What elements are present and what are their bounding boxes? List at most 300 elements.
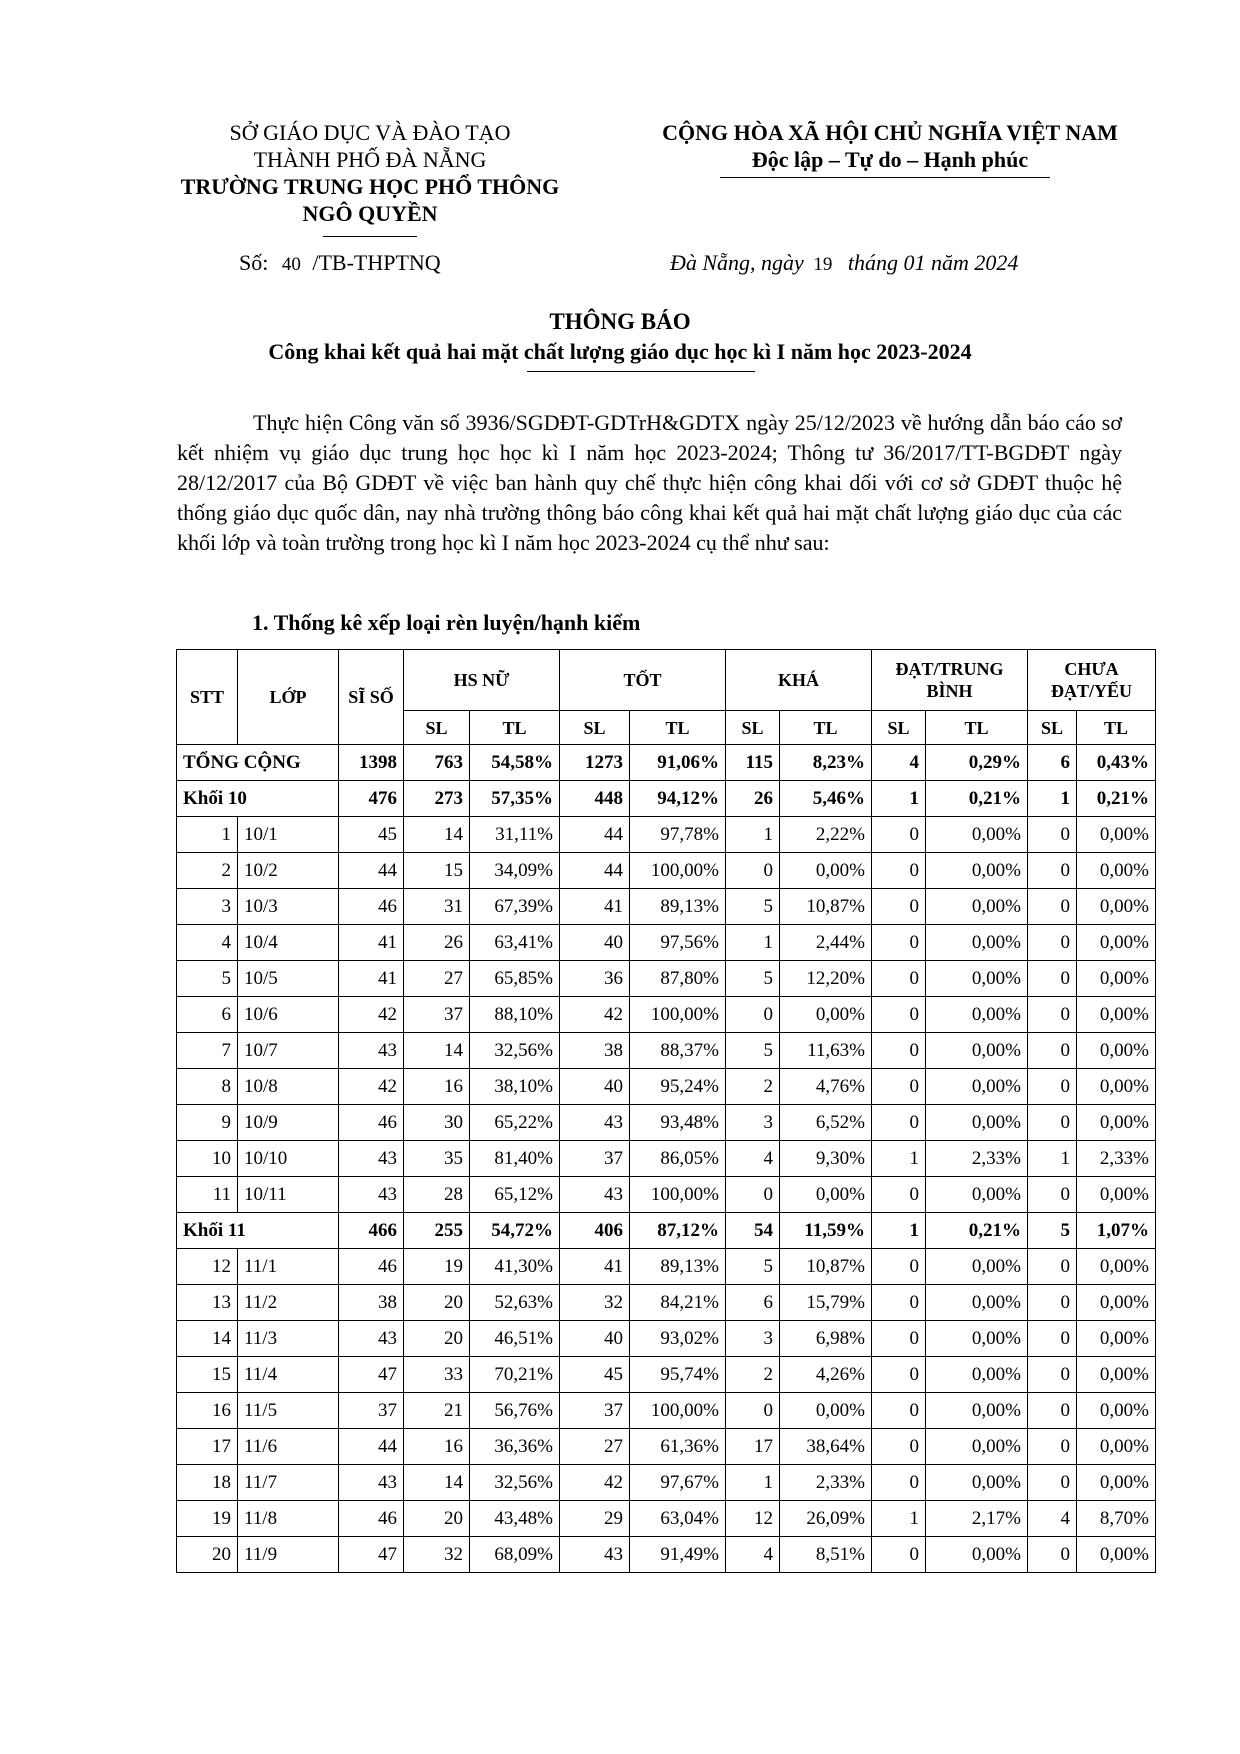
table-cell: 0 (872, 1465, 926, 1501)
table-cell: 36,36% (470, 1429, 560, 1465)
table-cell: 0,00% (780, 997, 872, 1033)
header-tl: TL (630, 711, 726, 745)
table-cell: 8 (177, 1069, 238, 1105)
table-cell: 0,00% (1077, 925, 1156, 961)
table-cell: 45 (339, 817, 404, 853)
table-cell: 43 (339, 1321, 404, 1357)
table-cell: 5 (726, 1249, 780, 1285)
table-cell: 63,41% (470, 925, 560, 961)
table-cell: 0 (1028, 1537, 1077, 1573)
table-cell: 6,98% (780, 1321, 872, 1357)
ref-suffix: /TB-THPTNQ (312, 250, 441, 275)
table-cell: 16 (177, 1393, 238, 1429)
table-cell: 46 (339, 889, 404, 925)
table-cell: 11,63% (780, 1033, 872, 1069)
table-cell: 15 (404, 853, 470, 889)
ref-prefix: Số: (239, 250, 269, 275)
table-cell: 0 (872, 1177, 926, 1213)
table-cell: 44 (560, 817, 630, 853)
table-cell: 97,56% (630, 925, 726, 961)
table-cell: 406 (560, 1213, 630, 1249)
table-cell: 0,00% (1077, 1537, 1156, 1573)
table-cell: 19 (404, 1249, 470, 1285)
header-sl: SL (560, 711, 630, 745)
table-cell: 100,00% (630, 997, 726, 1033)
table-cell: 81,40% (470, 1141, 560, 1177)
body-text-content: Thực hiện Công văn số 3936/SGDĐT-GDTrH&GDTX ngày 25/12/2023 về hướng dẫn báo cáo sơ kết nhiệm vụ giáo dục trung học học kì I năm học 2023-2024; Thông tư 36/2017/TT-BGDĐT ngày 28/12/2017 của Bộ GDĐT về việc ban hành quy chế thực hiện công khai dối với cơ sở GDĐT thuộc hệ thống giáo dục quốc dân, nay nhà trường thông báo công khai kết quả hai mặt chất lượng giáo dục của các khối lớp và toàn trường trong học kì I năm học 2023-2024 cụ thể như sau: (177, 410, 1122, 555)
header-tl: TL (1077, 711, 1156, 745)
summary-label-cell: Khối 11 (177, 1213, 339, 1249)
table-cell: 18 (177, 1465, 238, 1501)
table-cell: 0,21% (1077, 781, 1156, 817)
table-cell: 95,74% (630, 1357, 726, 1393)
table-cell: 5 (726, 889, 780, 925)
table-cell: 0,00% (1077, 1321, 1156, 1357)
table-cell: 46 (339, 1105, 404, 1141)
date-day: 19 (813, 254, 833, 275)
table-cell: 0 (872, 997, 926, 1033)
table-cell: 37 (404, 997, 470, 1033)
country-name: CỘNG HÒA XÃ HỘI CHỦ NGHĨA VIỆT NAM (662, 120, 1118, 145)
table-cell: 0 (872, 1069, 926, 1105)
table-cell: 67,39% (470, 889, 560, 925)
header-female-students: HS NỮ (404, 650, 560, 711)
table-cell: 4 (177, 925, 238, 961)
table-cell: 2,33% (1077, 1141, 1156, 1177)
table-cell: 0,00% (926, 1393, 1028, 1429)
table-cell: 91,49% (630, 1537, 726, 1573)
header-fair: KHÁ (726, 650, 872, 711)
table-cell: 0 (1028, 1033, 1077, 1069)
table-cell: 38,64% (780, 1429, 872, 1465)
table-cell: 4 (1028, 1501, 1077, 1537)
summary-label-cell: TỔNG CỘNG (177, 745, 339, 781)
table-cell: 20 (404, 1501, 470, 1537)
table-cell: 0,00% (1077, 1249, 1156, 1285)
table-cell: 115 (726, 745, 780, 781)
table-cell: 88,37% (630, 1033, 726, 1069)
table-cell: 43 (339, 1465, 404, 1501)
class-name-cell: 10/9 (238, 1105, 339, 1141)
table-row (177, 1537, 1156, 1573)
table-cell: 0 (726, 997, 780, 1033)
table-row (177, 1105, 1156, 1141)
table-cell: 65,22% (470, 1105, 560, 1141)
table-cell: 4 (872, 745, 926, 781)
table-cell: 0 (872, 1537, 926, 1573)
table-cell: 26 (726, 781, 780, 817)
table-cell: 0,00% (1077, 1033, 1156, 1069)
table-cell: 6 (726, 1285, 780, 1321)
header-sl: SL (872, 711, 926, 745)
left-header-underline (323, 236, 417, 237)
table-cell: 0 (1028, 1177, 1077, 1213)
table-cell: 15,79% (780, 1285, 872, 1321)
table-cell: 63,04% (630, 1501, 726, 1537)
table-cell: 2,33% (926, 1141, 1028, 1177)
table-cell: 17 (726, 1429, 780, 1465)
table-cell: 0 (1028, 1285, 1077, 1321)
table-cell: 0 (872, 1285, 926, 1321)
header-sl: SL (404, 711, 470, 745)
table-row (177, 997, 1156, 1033)
table-cell: 94,12% (630, 781, 726, 817)
table-cell: 15 (177, 1357, 238, 1393)
table-row (177, 817, 1156, 853)
table-cell: 0,00% (1077, 853, 1156, 889)
table-summary-row (177, 1213, 1156, 1249)
table-cell: 32 (404, 1537, 470, 1573)
table-cell: 5 (177, 961, 238, 997)
class-name-cell: 10/5 (238, 961, 339, 997)
table-cell: 93,48% (630, 1105, 726, 1141)
table-cell: 0 (872, 1429, 926, 1465)
section-heading: 1. Thống kê xếp loại rèn luyện/hạnh kiểm (252, 610, 641, 635)
table-cell: 54 (726, 1213, 780, 1249)
table-cell: 0,00% (780, 1393, 872, 1429)
table-cell: 2 (177, 853, 238, 889)
table-cell: 31 (404, 889, 470, 925)
header-stt: STT (177, 650, 238, 745)
table-row (177, 1177, 1156, 1213)
table-row (177, 1321, 1156, 1357)
table-cell: 5 (726, 961, 780, 997)
table-cell: 100,00% (630, 1177, 726, 1213)
table-cell: 4,26% (780, 1357, 872, 1393)
table-cell: 0,00% (926, 1105, 1028, 1141)
table-cell: 37 (560, 1141, 630, 1177)
table-cell: 0,00% (926, 1429, 1028, 1465)
table-cell: 47 (339, 1357, 404, 1393)
table-cell: 89,13% (630, 1249, 726, 1285)
table-cell: 10,87% (780, 889, 872, 925)
table-cell: 46 (339, 1501, 404, 1537)
table-cell: 0 (872, 925, 926, 961)
table-cell: 65,12% (470, 1177, 560, 1213)
document-subtitle: Công khai kết quả hai mặt chất lượng giáo dục học kì I năm học 2023-2024 (268, 339, 972, 364)
table-cell: 0,00% (926, 1033, 1028, 1069)
table-cell: 3 (177, 889, 238, 925)
table-cell: 38,10% (470, 1069, 560, 1105)
table-cell: 1 (872, 781, 926, 817)
header-good: TỐT (560, 650, 726, 711)
table-cell: 33 (404, 1357, 470, 1393)
class-name-cell: 11/9 (238, 1537, 339, 1573)
table-cell: 9 (177, 1105, 238, 1141)
conduct-statistics-table (176, 649, 1156, 1573)
table-cell: 0,00% (1077, 1465, 1156, 1501)
table-body (177, 745, 1156, 1573)
class-name-cell: 10/10 (238, 1141, 339, 1177)
body-paragraph (177, 408, 1122, 558)
table-cell: 0 (1028, 817, 1077, 853)
table-cell: 0,00% (926, 961, 1028, 997)
table-cell: 8,23% (780, 745, 872, 781)
table-cell: 40 (560, 925, 630, 961)
class-name-cell: 11/8 (238, 1501, 339, 1537)
table-cell: 14 (177, 1321, 238, 1357)
header-tl: TL (470, 711, 560, 745)
table-cell: 1 (1028, 781, 1077, 817)
table-cell: 29 (560, 1501, 630, 1537)
table-cell: 54,72% (470, 1213, 560, 1249)
class-name-cell: 10/3 (238, 889, 339, 925)
table-cell: 0 (1028, 1393, 1077, 1429)
table-row (177, 1465, 1156, 1501)
table-cell: 97,67% (630, 1465, 726, 1501)
table-cell: 86,05% (630, 1141, 726, 1177)
city-name: THÀNH PHỐ ĐÀ NẴNG (253, 147, 487, 172)
table-cell: 41 (560, 889, 630, 925)
table-cell: 42 (339, 1069, 404, 1105)
table-cell: 0 (872, 1249, 926, 1285)
table-cell: 43 (560, 1177, 630, 1213)
table-cell: 0 (1028, 853, 1077, 889)
table-cell: 0,00% (926, 889, 1028, 925)
table-cell: 1 (177, 817, 238, 853)
table-cell: 0,00% (1077, 961, 1156, 997)
table-cell: 35 (404, 1141, 470, 1177)
table-cell: 0,00% (1077, 997, 1156, 1033)
table-cell: 44 (339, 853, 404, 889)
header-tl: TL (926, 711, 1028, 745)
table-cell: 14 (404, 1033, 470, 1069)
table-cell: 93,02% (630, 1321, 726, 1357)
table-cell: 1 (726, 925, 780, 961)
table-cell: 1 (872, 1141, 926, 1177)
table-row (177, 1357, 1156, 1393)
document-date (670, 250, 1018, 276)
table-cell: 21 (404, 1393, 470, 1429)
table-cell: 2 (726, 1069, 780, 1105)
table-cell: 20 (177, 1537, 238, 1573)
table-cell: 27 (404, 961, 470, 997)
header-class: LỚP (238, 650, 339, 745)
table-cell: 17 (177, 1429, 238, 1465)
document-number (239, 250, 441, 276)
table-cell: 4 (726, 1141, 780, 1177)
table-cell: 1273 (560, 745, 630, 781)
table-cell: 37 (560, 1393, 630, 1429)
table-cell: 42 (560, 1465, 630, 1501)
table-cell: 0 (1028, 1321, 1077, 1357)
table-cell: 0 (872, 1393, 926, 1429)
table-cell: 52,63% (470, 1285, 560, 1321)
table-cell: 0,00% (1077, 1069, 1156, 1105)
table-cell: 0,00% (780, 1177, 872, 1213)
table-cell: 0,00% (1077, 1429, 1156, 1465)
class-name-cell: 10/8 (238, 1069, 339, 1105)
table-cell: 16 (404, 1429, 470, 1465)
header-pass-average: ĐẠT/TRUNG BÌNH (872, 650, 1028, 711)
table-cell: 763 (404, 745, 470, 781)
table-cell: 89,13% (630, 889, 726, 925)
table-cell: 31,11% (470, 817, 560, 853)
motto: Độc lập – Tự do – Hạnh phúc (751, 147, 1029, 172)
table-cell: 11 (177, 1177, 238, 1213)
header-class-size: SĨ SỐ (339, 650, 404, 745)
table-cell: 43,48% (470, 1501, 560, 1537)
table-cell: 12 (177, 1249, 238, 1285)
table-cell: 44 (560, 853, 630, 889)
table-row (177, 1429, 1156, 1465)
table-cell: 0 (872, 961, 926, 997)
table-cell: 45 (560, 1357, 630, 1393)
table-cell: 0 (872, 1105, 926, 1141)
ref-number: 40 (281, 254, 301, 275)
table-cell: 36 (560, 961, 630, 997)
table-cell: 0 (1028, 889, 1077, 925)
table-cell: 0 (872, 889, 926, 925)
table-cell: 0 (1028, 1465, 1077, 1501)
table-cell: 26,09% (780, 1501, 872, 1537)
class-name-cell: 10/2 (238, 853, 339, 889)
table-cell: 41 (560, 1249, 630, 1285)
table-cell: 5 (726, 1033, 780, 1069)
table-cell: 61,36% (630, 1429, 726, 1465)
table-cell: 46,51% (470, 1321, 560, 1357)
table-cell: 0,00% (1077, 1393, 1156, 1429)
table-cell: 0,29% (926, 745, 1028, 781)
table-cell: 32,56% (470, 1465, 560, 1501)
table-cell: 1 (726, 817, 780, 853)
table-cell: 40 (560, 1069, 630, 1105)
class-name-cell: 11/2 (238, 1285, 339, 1321)
table-cell: 0,00% (926, 1321, 1028, 1357)
table-row (177, 853, 1156, 889)
table-cell: 0 (872, 817, 926, 853)
table-row (177, 1285, 1156, 1321)
class-name-cell: 11/1 (238, 1249, 339, 1285)
header-sl: SL (1028, 711, 1077, 745)
table-row (177, 889, 1156, 925)
table-cell: 43 (560, 1537, 630, 1573)
table-cell: 88,10% (470, 997, 560, 1033)
table-cell: 466 (339, 1213, 404, 1249)
table-cell: 6 (177, 997, 238, 1033)
table-cell: 56,76% (470, 1393, 560, 1429)
table-cell: 91,06% (630, 745, 726, 781)
table-cell: 43 (560, 1105, 630, 1141)
table-cell: 0 (1028, 1357, 1077, 1393)
table-cell: 7 (177, 1033, 238, 1069)
table-row (177, 1069, 1156, 1105)
motto-underline (720, 177, 1050, 178)
table-cell: 2 (726, 1357, 780, 1393)
table-cell: 47 (339, 1537, 404, 1573)
table-row (177, 1249, 1156, 1285)
table-cell: 37 (339, 1393, 404, 1429)
table-row (177, 1033, 1156, 1069)
table-cell: 14 (404, 1465, 470, 1501)
table-cell: 5,46% (780, 781, 872, 817)
class-name-cell: 11/3 (238, 1321, 339, 1357)
table-row (177, 1141, 1156, 1177)
table-cell: 0 (726, 853, 780, 889)
class-name-cell: 11/6 (238, 1429, 339, 1465)
table-cell: 2,44% (780, 925, 872, 961)
table-cell: 0 (872, 1033, 926, 1069)
table-cell: 6 (1028, 745, 1077, 781)
table-cell: 0 (726, 1177, 780, 1213)
table-cell: 1 (872, 1501, 926, 1537)
table-cell: 1 (872, 1213, 926, 1249)
table-cell: 1398 (339, 745, 404, 781)
table-cell: 87,12% (630, 1213, 726, 1249)
class-name-cell: 11/5 (238, 1393, 339, 1429)
table-cell: 1 (1028, 1141, 1077, 1177)
table-cell: 2,33% (780, 1465, 872, 1501)
table-cell: 0 (1028, 1249, 1077, 1285)
table-cell: 8,51% (780, 1537, 872, 1573)
table-cell: 65,85% (470, 961, 560, 997)
table-cell: 42 (339, 997, 404, 1033)
table-cell: 3 (726, 1105, 780, 1141)
date-suffix: tháng 01 năm 2024 (847, 250, 1019, 275)
table-cell: 10 (177, 1141, 238, 1177)
class-name-cell: 10/7 (238, 1033, 339, 1069)
table-cell: 44 (339, 1429, 404, 1465)
document-title: THÔNG BÁO (549, 309, 691, 334)
table-cell: 2,22% (780, 817, 872, 853)
header-sl: SL (726, 711, 780, 745)
table-cell: 6,52% (780, 1105, 872, 1141)
table-cell: 19 (177, 1501, 238, 1537)
table-cell: 0,21% (926, 781, 1028, 817)
table-cell: 41 (339, 925, 404, 961)
table-cell: 54,58% (470, 745, 560, 781)
header-tl: TL (780, 711, 872, 745)
table-cell: 20 (404, 1285, 470, 1321)
table-cell: 0,00% (926, 1285, 1028, 1321)
table-cell: 0,00% (926, 1465, 1028, 1501)
table-cell: 11,59% (780, 1213, 872, 1249)
table-cell: 255 (404, 1213, 470, 1249)
table-row (177, 1393, 1156, 1429)
table-cell: 43 (339, 1141, 404, 1177)
table-cell: 43 (339, 1177, 404, 1213)
table-cell: 100,00% (630, 1393, 726, 1429)
table-cell: 57,35% (470, 781, 560, 817)
header-fail-weak: CHƯA ĐẠT/YẾU (1028, 650, 1156, 711)
table-cell: 100,00% (630, 853, 726, 889)
table-cell: 0,00% (1077, 889, 1156, 925)
table-cell: 0,00% (926, 1537, 1028, 1573)
table-cell: 0,00% (926, 817, 1028, 853)
table-cell: 273 (404, 781, 470, 817)
table-summary-row (177, 781, 1156, 817)
class-name-cell: 11/4 (238, 1357, 339, 1393)
table-cell: 0,43% (1077, 745, 1156, 781)
issuing-authority (130, 119, 610, 227)
class-name-cell: 10/6 (238, 997, 339, 1033)
table-cell: 0,00% (926, 1069, 1028, 1105)
table-cell: 0 (1028, 1069, 1077, 1105)
subtitle-underline (527, 371, 755, 372)
table-cell: 32,56% (470, 1033, 560, 1069)
table-cell: 0 (726, 1393, 780, 1429)
table-cell: 38 (339, 1285, 404, 1321)
table-cell: 0,00% (1077, 1285, 1156, 1321)
table-cell: 34,09% (470, 853, 560, 889)
table-cell: 0,00% (926, 1177, 1028, 1213)
class-name-cell: 10/11 (238, 1177, 339, 1213)
table-cell: 0,00% (926, 1249, 1028, 1285)
table-cell: 0 (1028, 961, 1077, 997)
table-cell: 0,00% (1077, 1357, 1156, 1393)
class-name-cell: 11/7 (238, 1465, 339, 1501)
table-cell: 0,00% (926, 925, 1028, 961)
